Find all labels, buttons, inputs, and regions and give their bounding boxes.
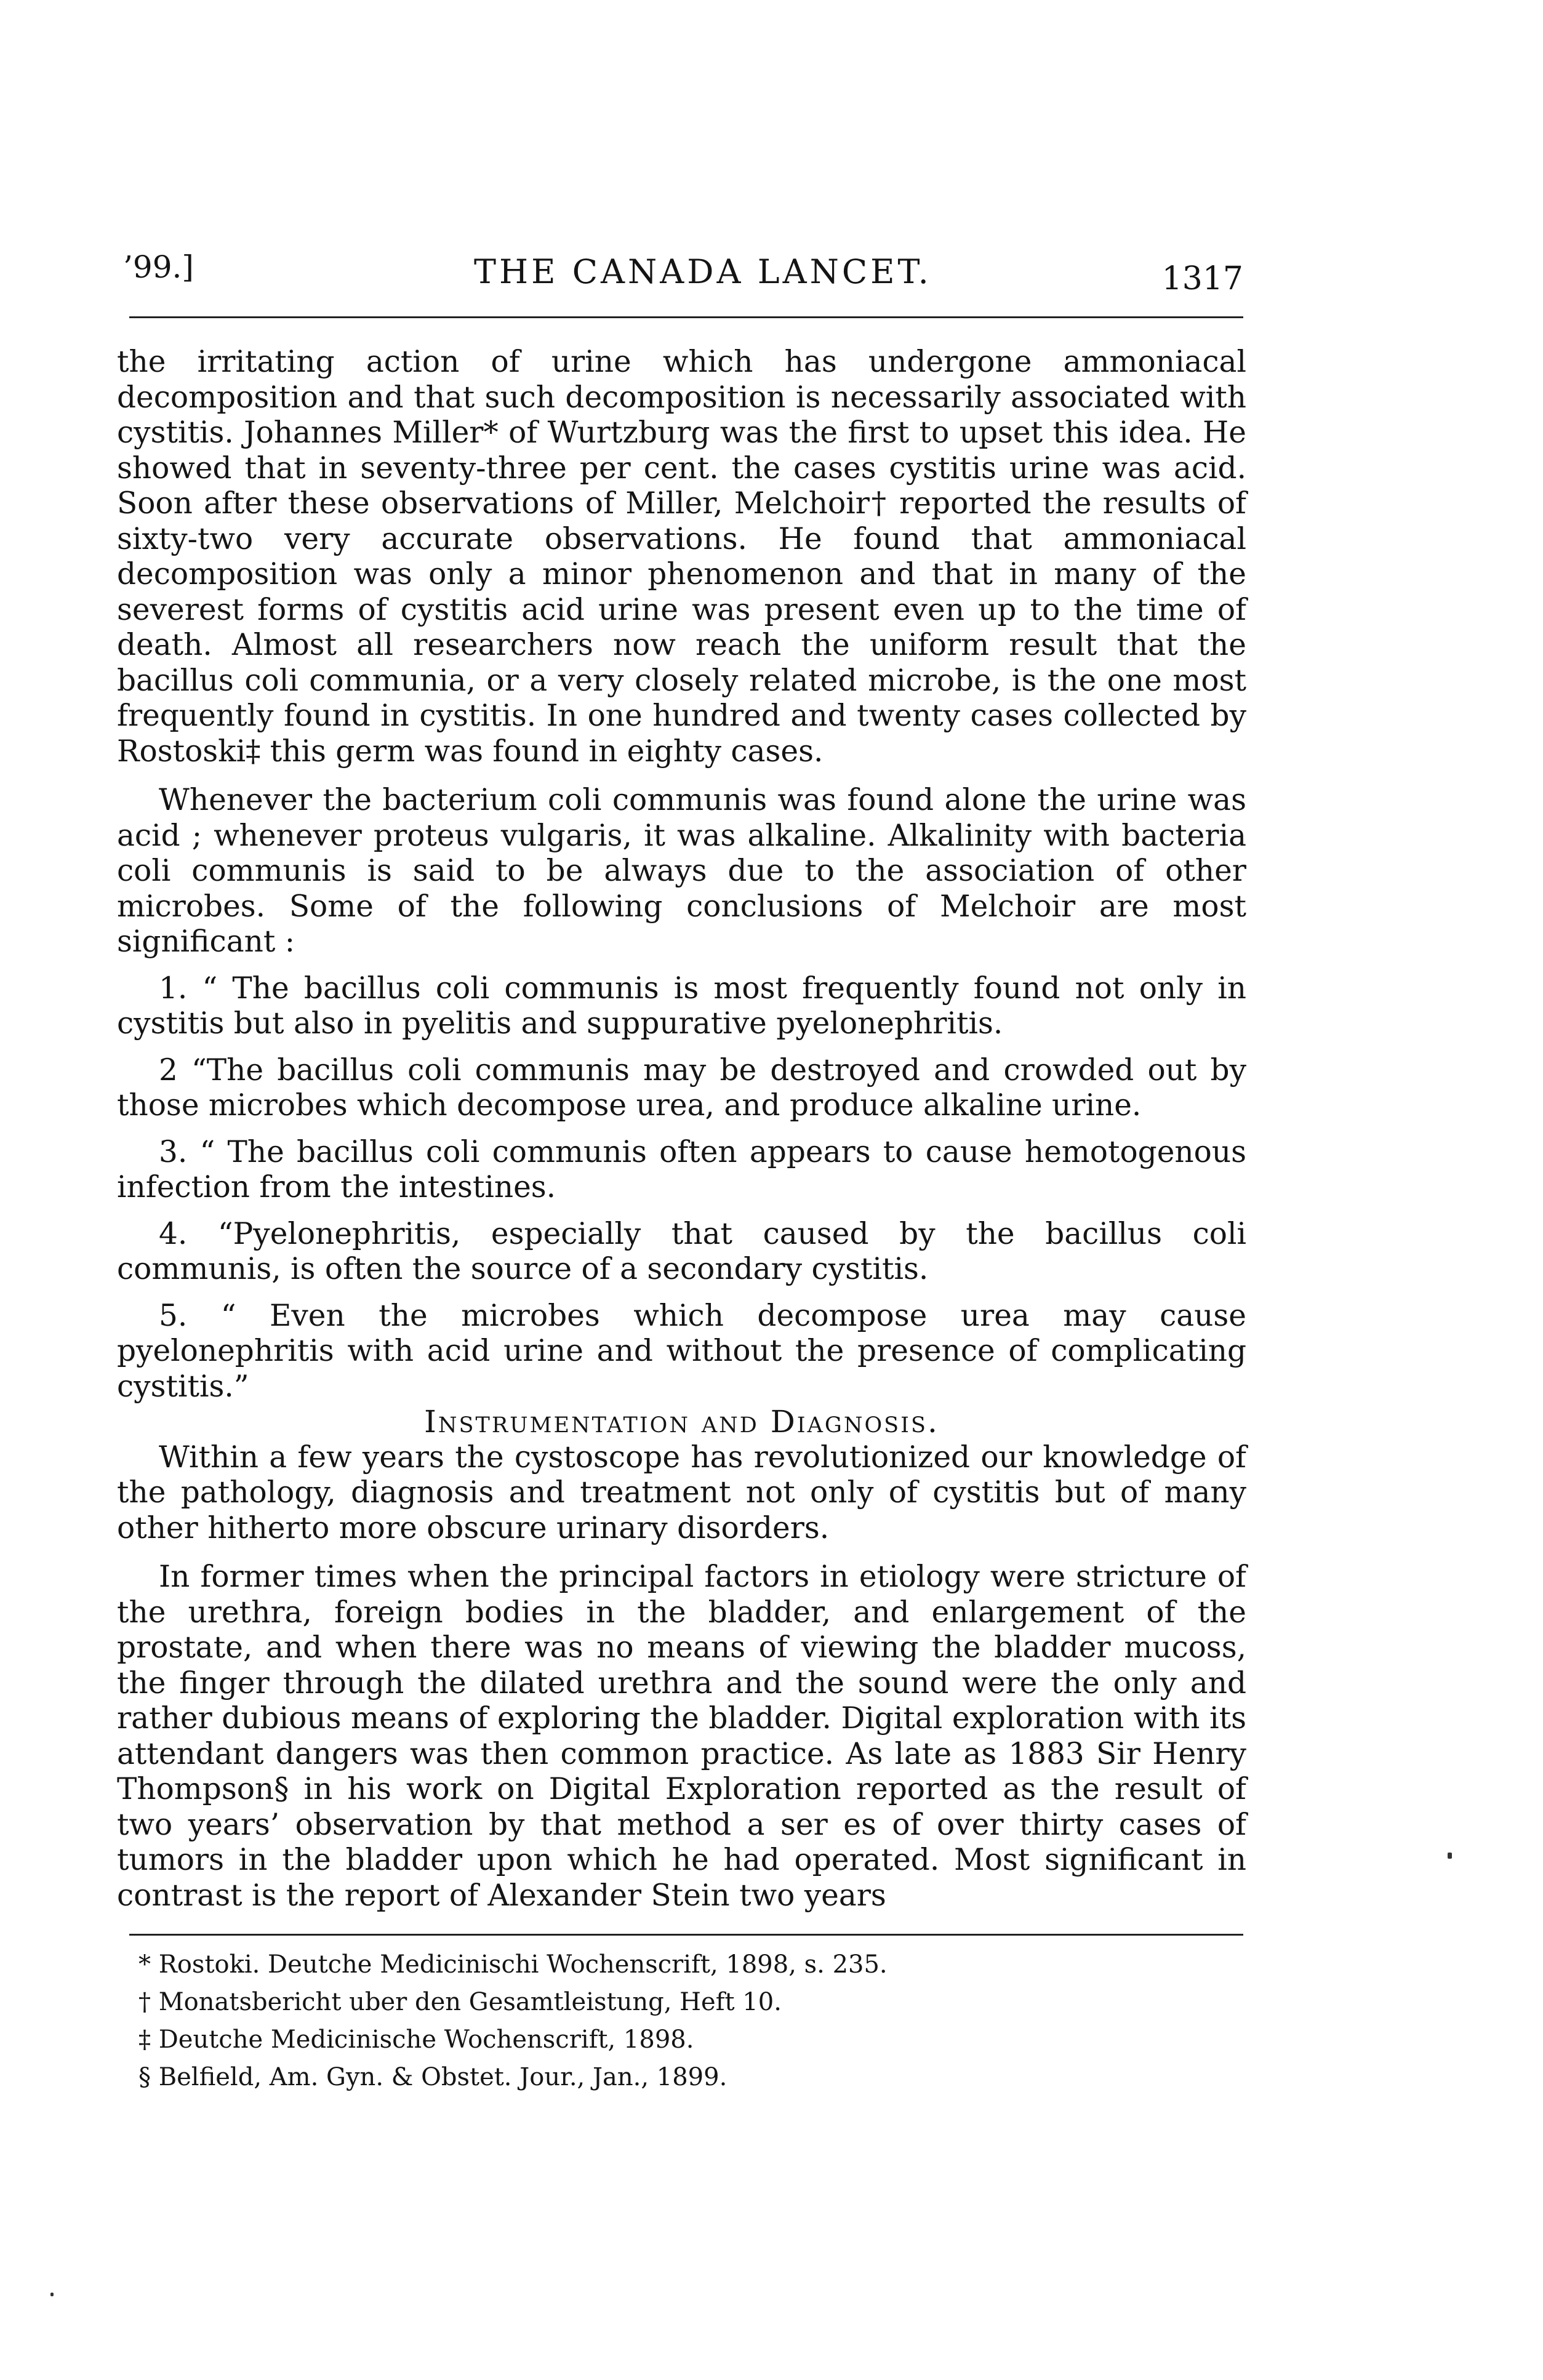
footnote-rule <box>129 1934 1243 1936</box>
footnotes <box>138 1946 1123 2096</box>
paragraph: Within a few years the cystoscope has revolutionized our knowledge of the pathology, diagnosis and treatment not only of cystitis but of many other hitherto more obscure urinary disorders. <box>117 1440 1246 1545</box>
conclusion-item: 4. “Pyelonephritis, especially that caused by the bacillus coli communis, is often the source of a secondary cystitis. <box>117 1216 1246 1286</box>
paragraph: Whenever the bacterium coli communis was found alone the urine was acid ; whenever proteus vulgaris, it was alkaline. Alkalinity with bacteria coli communis is said to be always due to the association of other microbes. Some of the following conclusions of Melchoir are most significant : <box>117 783 1246 959</box>
header-rule <box>129 316 1243 318</box>
journal-title: THE CANADA LANCET. <box>474 252 932 291</box>
footnote: * Rostoki. Deutche Medicinischi Wochenscrift, 1898, s. 235. <box>138 1950 888 1979</box>
paragraph: In former times when the principal factors in etiology were stricture of the urethra, foreign bodies in the bladder, and enlargement of the prostate, and when there was no means of viewing the bladder mucoss, the finger through the dilated urethra and the sound were the only and rather dubious means of exploring the bladder. Digital exploration with its attendant dangers was then common practice. As late as 1883 Sir Henry Thompson§ in his work on Digital Exploration reported as the result of two years’ observation by that method a ser es of over thirty cases of tumors in the bladder upon which he had operated. Most significant in contrast is the report of Alexander Stein two years <box>117 1560 1246 1913</box>
volume-year: ’99.] <box>123 249 194 285</box>
footnote: † Monatsbericht uber den Gesamtleistung, Heft 10. <box>138 1988 782 2016</box>
conclusion-item: 5. “ Even the microbes which decompose urea may cause pyelonephritis with acid urine and without the presence of complicating cystitis.” <box>117 1298 1246 1404</box>
page-number: 1317 <box>1161 260 1243 297</box>
section-heading: Instrumentation and Diagnosis. <box>424 1404 939 1440</box>
scan-speck <box>1448 1853 1452 1859</box>
conclusion-item: 2 “The bacillus coli communis may be destroyed and crowded out by those microbes which decompose urea, and produce alkaline urine. <box>117 1052 1246 1123</box>
conclusion-item: 1. “ The bacillus coli communis is most frequently found not only in cystitis but also in pyelitis and suppurative pyelonephritis. <box>117 971 1246 1041</box>
scan-speck <box>50 2293 54 2296</box>
article-body <box>117 345 1246 1913</box>
paragraph: the irritating action of urine which has undergone ammoniacal decomposition and that such decomposition is necessarily associated with cystitis. Johannes Miller* of Wurtzburg was the first to upset this idea. He showed that in seventy-three per cent. the cases cystitis urine was acid. Soon after these observations of Miller, Melchoir† reported the results of sixty-two very accurate observations. He found that ammoniacal decomposition was only a minor phenomenon and that in many of the severest forms of cystitis acid urine was present even up to the time of death. Almost all researchers now reach the uniform result that the bacillus coli communia, or a very closely related microbe, is the one most frequently found in cystitis. In one hundred and twenty cases collected by Rostoski‡ this germ was found in eighty cases. <box>117 345 1246 769</box>
footnote: ‡ Deutche Medicinische Wochenscrift, 1898. <box>138 2025 694 2054</box>
footnote: § Belfield, Am. Gyn. & Obstet. Jour., Jan., 1899. <box>138 2063 727 2091</box>
conclusion-item: 3. “ The bacillus coli communis often appears to cause hemotogenous infection from the intestines. <box>117 1134 1246 1204</box>
running-header <box>123 249 1243 297</box>
